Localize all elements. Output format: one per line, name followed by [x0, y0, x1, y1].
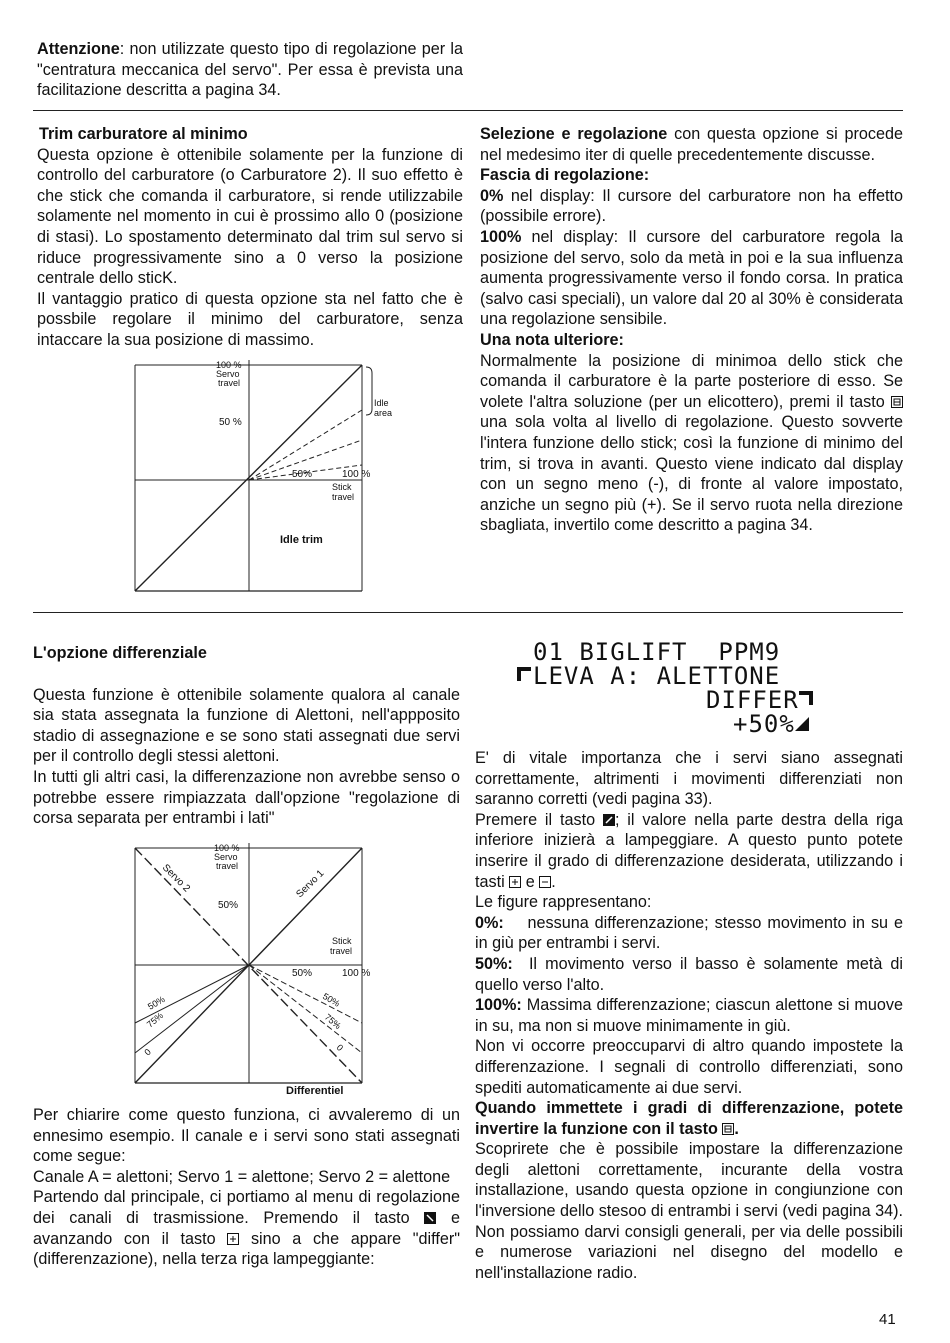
rb-paragraph-3: Le figure rappresentano:: [475, 893, 652, 912]
d2-label-x100: 100 %: [342, 968, 371, 979]
zero-label: 0%: [480, 186, 504, 205]
rb-paragraph-4: Non vi occorre preoccuparvi di altro quando impostete la differenzazione. I segnali di controllo differenziati, sono spediti automaticamente ai due servi.: [475, 1037, 903, 1097]
diff-paragraph-5a: Partendo dal principale, ci portiamo al menu di regolazione dei canali di trasmissione. Premendo il tasto: [33, 1188, 460, 1227]
diff-title: L'opzione differenziale: [33, 644, 207, 662]
level-0-text: nessuna differenzazione; stesso movimento in su e in giù per entrambi i servi.: [475, 913, 903, 953]
diff-paragraph-2: In tutti gli altri casi, la differenzazione non avrebbe senso o potrebbe essere rimpiazzata dall'opzione "regolazione di corsa separata per entrambi i lati": [33, 767, 460, 828]
right-bottom-column: [475, 748, 903, 1283]
lcd-line-4: +50%: [733, 710, 795, 738]
d2-label-servo: Servo: [214, 852, 238, 862]
d1-label-stick: Stick: [332, 482, 352, 492]
reverse-key-icon: [891, 396, 903, 408]
selection-title: Selezione e regolazione: [480, 125, 668, 143]
hundred-label: 100%: [480, 227, 522, 246]
d1-label-idle-trim: Idle trim: [280, 534, 323, 546]
minus-key-icon: [539, 876, 551, 888]
page-number: 41: [879, 1311, 896, 1328]
d2-label-50: 50%: [218, 900, 239, 911]
rb-paragraph-5-end: .: [734, 1119, 739, 1138]
intro-note: [37, 39, 463, 101]
d2-label-stick: Stick: [332, 936, 352, 946]
rb-paragraph-5: Quando immettete i gradi di differenzazione, potete invertire la funzione con il tasto: [475, 1099, 903, 1138]
rb-paragraph-2a: Premere il tasto: [475, 810, 596, 829]
level-100-text: Massima differenzazione; ciascun alettone si muove in su, ma non si muove minimamente in giù.: [475, 996, 903, 1035]
d1-label-area: area: [374, 408, 393, 418]
trim-section: [37, 124, 463, 351]
d2-label-stick-travel: travel: [330, 946, 353, 956]
lcd-line-2: LEVA A: ALETTONE: [533, 662, 781, 690]
trim-paragraph-1: Questa opzione è ottenibile solamente per la funzione di controllo del carburatore (o Carburatore 2). Il suo effetto è che stick che comanda il carburatore, si rende utilizzabile solamente nel momento in cui è prossimo allo 0 (posizione di stasi). Lo spostamento determinato dal trim sul servo si riduce progressivamente sino a 0 verso la posizione centrale dello sticK.: [37, 145, 463, 288]
d1-label-stick-travel: travel: [332, 492, 355, 502]
level-50-label: 50%:: [475, 954, 513, 973]
d2-75-left: 75%: [144, 1010, 166, 1030]
lcd-line-1: 01 BIGLIFT PPM9: [533, 638, 781, 666]
divider-top: [33, 110, 903, 111]
hundred-text: nel display: Il cursore del carburatore regola la posizione del servo, solo da metà in poi e la sua influenza aumenta progressivamente verso il fondo corsa. In pratica (salvo casi speciali), un valore dal 20 al 30% è considerata una regolazione sensibile.: [480, 227, 903, 329]
diff-paragraph-3: Per chiarire come questo funziona, ci avvaleremo di un ennesimo esempio. Il canale e i servi sono stati assegnati come segue:: [33, 1106, 460, 1166]
rb-paragraph-6: Scoprirete che è possibile impostare la differenzazione degli alettoni correttamente, incurante della vostra installazione, usando questa opzione in congiunzione con l'inversione dello stesoo di entrambi i servi (vedi pagina 34). Non possiamo darvi consigli generali, per via delle possibili e numerose variazioni nel disegno del modello e nell'installazione radio.: [475, 1140, 903, 1282]
d1-label-50: 50 %: [219, 417, 242, 428]
plus-key-icon-2: [509, 876, 521, 888]
diff-paragraph-5b: e avanzando con il tasto: [33, 1208, 461, 1248]
rb-paragraph-2b: ; il valore nella parte destra della riga inferiore inizierà a lampeggiare. A questo punto potete inserire il grado di differenzazione desiderata, utilizzando i tasti: [475, 810, 903, 891]
d1-label-idle: Idle: [374, 398, 389, 408]
range-title: Fascia di regolazione:: [480, 166, 650, 185]
note-text-2: una sola volta al livello di regolazione. Questo sovverte l'intera funzione dello stick; così la funzione di minimo del trim, si trova in avanti. Questo viene indicato dal display con un segno meno (-), di fronte al valore impostato, anziche un segno più (+). Se il servo ruota nella direzione sbagliata, invertilo come descritto a pagina 34.: [480, 413, 903, 535]
lcd-line-3: DIFFER: [706, 686, 799, 714]
d2-0-left: 0: [142, 1046, 153, 1058]
level-0-label: 0%:: [475, 913, 504, 932]
diff-section: [33, 643, 460, 829]
lcd-corner-bottom-right-icon: [795, 717, 809, 731]
d1-label-100: 100 %: [216, 360, 242, 370]
d2-label-x50: 50%: [292, 968, 313, 979]
rb-paragraph-2c: e: [525, 872, 535, 891]
d1-label-x100: 100 %: [342, 469, 371, 480]
d2-50-right: 50%: [321, 991, 342, 1009]
d2-servo2-label: Servo 2: [159, 862, 193, 895]
d1-label-servo: Servo: [216, 369, 240, 379]
d1-label-x50: 50%: [292, 469, 313, 480]
d2-label-travel: travel: [216, 861, 239, 871]
d2-50-left: 50%: [146, 994, 167, 1012]
trim-paragraph-2: Il vantaggio pratico di questa opzione sta nel fatto che è possbile regolare il minimo del carburatore, senza intaccare la sua posizione di massimo.: [37, 289, 463, 349]
intro-text: : non utilizzate questo tipo di regolazione per la "centratura meccanica del servo". Per essa è prevista una facilitazione descritta a pagina 34.: [37, 40, 463, 100]
diff-paragraph-5c: sino a che appare "differ" (differenzazione), nella terza riga lampeggiante:: [33, 1229, 460, 1269]
lcd-corner-top-left-icon: [517, 667, 531, 681]
plus-key-icon: [227, 1233, 239, 1245]
d2-label-100: 100 %: [214, 843, 240, 853]
intro-label: Attenzione: [37, 40, 120, 58]
lcd-display: [533, 640, 833, 740]
level-100-label: 100%:: [475, 996, 522, 1015]
reverse-key-icon-2: [722, 1123, 734, 1135]
lcd-corner-top-right-icon: [799, 691, 813, 705]
diff-example: [33, 1105, 460, 1270]
zero-text: nel display: Il cursore del carburatore non ha effetto (possibile errore).: [480, 186, 903, 226]
diff-paragraph-4: Canale A = alettoni; Servo 1 = alettone; Servo 2 = alettone: [33, 1167, 451, 1186]
rb-paragraph-2d: .: [551, 872, 556, 891]
note-text-1: Normalmente la posizione di minimoa dello stick che comanda il carburatore è la parte posteriore di esso. Se volete l'altra soluzione (per un elicottero), premi il tasto: [480, 351, 903, 411]
d2-75-right: 75%: [322, 1011, 343, 1032]
note-title: Una nota ulteriore:: [480, 330, 624, 349]
differential-diagram: [128, 838, 408, 1103]
d2-0-right: 0: [334, 1042, 346, 1053]
select-key-icon: [603, 814, 615, 826]
d1-label-travel: travel: [218, 378, 241, 388]
rb-paragraph-1: E' di vitale importanza che i servi siano assegnati correttamente, altrimenti i movimenti differenziati non saranno corretti (vedi pagina 33).: [475, 749, 903, 809]
divider-middle: [33, 612, 903, 613]
right-top-column: [480, 124, 903, 536]
trim-title: Trim carburatore al minimo: [39, 125, 248, 143]
enter-key-icon: [424, 1212, 436, 1224]
level-50-text: Il movimento verso il basso è solamente metà di quello verso l'alto.: [475, 954, 903, 994]
d2-caption: Differentiel: [286, 1085, 344, 1097]
diff-paragraph-1: Questa funzione è ottenibile solamente qualora al canale sia stata assegnata la funzione di Alettoni, nell'appposito stadio di assegnazione e se sono stati assegnati due servi per il controllo degli stessi alettoni.: [33, 685, 460, 766]
idle-trim-diagram: [128, 355, 408, 595]
selection-text: con questa opzione si procede nel medesimo iter di quelle precedentemente discusse.: [480, 125, 903, 164]
d2-servo1-label: Servo 1: [294, 867, 327, 901]
